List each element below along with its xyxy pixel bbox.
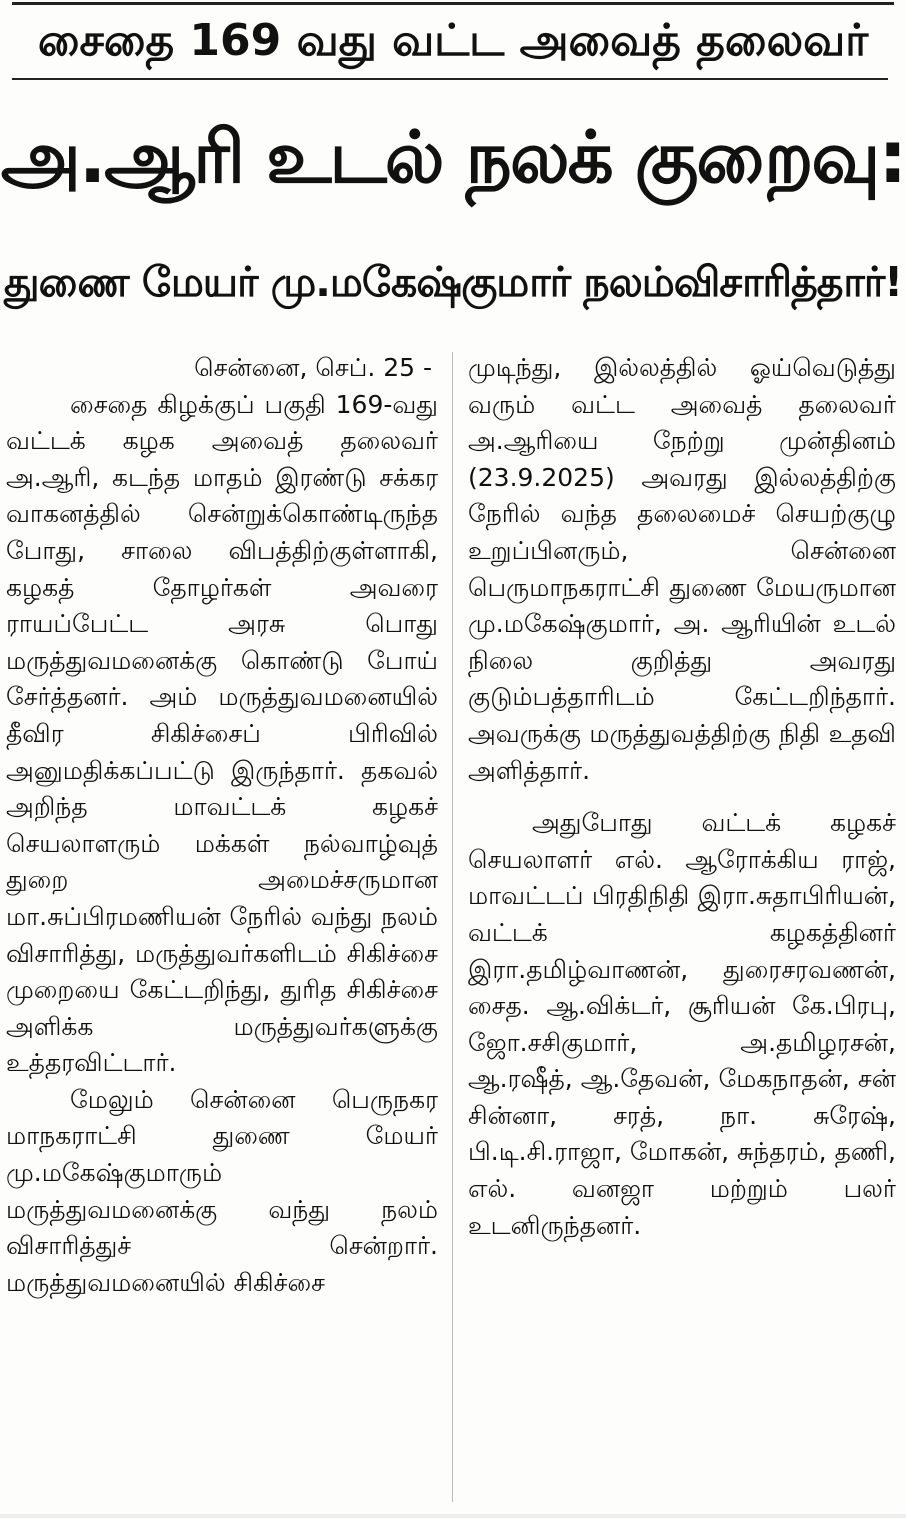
kicker-headline: சைதை 169 வது வட்ட அவைத் தலைவர் — [37, 15, 869, 66]
article-paragraph-3: முடிந்து, இல்லத்தில் ஓய்வெடுத்து வரும் வட்ட அவைத் தலைவர் அ.ஆரியை நேற்று முன்தினம் (23.9.2025) அவரது இல்லத்திற்கு நேரில் வந்த தலைமைச் செயற்குழு உறுப்பினரும், சென்னை பெருமாநகராட்சி துணை மேயருமான மு.மகேஷ்குமார், அ. ஆரியின் உடல் நிலை குறித்து அவரது குடும்பத்தாரிடம் கேட்டறிந்தார். அவருக்கு மருத்துவத்திற்கு நிதி உதவி அளித்தார். — [468, 353, 896, 785]
column-divider — [452, 352, 453, 1502]
article-paragraph-1: சைதை கிழக்குப் பகுதி 169-வது வட்டக் கழக அவைத் தலைவர் அ.ஆரி, கடந்த மாதம் இரண்டு சக்கர வாகனத்தில் சென்றுக்கொண்டிருந்த போது, சாலை விபத்திற்குள்ளாகி, கழகத் தோழர்கள் அவரை ராயப்பேட்ட அரசு பொது மருத்துவமனைக்கு கொண்டு போய் சேர்த்தனர். அம் மருத்துவமனையில் தீவிர சிகிச்சைப் பிரிவில் அனுமதிக்கப்பட்டு இருந்தார். தகவல் அறிந்த மாவட்டக் கழகச் செயலாளரும் மக்கள் நல்வாழ்வுத் துறை அமைச்சருமான மா.சுப்பிரமணியன் நேரில் வந்து நலம் விசாரித்து, மருத்துவர்களிடம் சிகிச்சை முறையை கேட்டறிந்து, துரித சிகிச்சை அளிக்க மருத்துவர்களுக்கு உத்தரவிட்டார். — [6, 389, 438, 1078]
article-column-left — [6, 350, 438, 1510]
top-rule — [12, 2, 894, 5]
sub-headline: துணை மேயர் மு.மகேஷ்குமார் நலம்விசாரித்தார்! — [4, 258, 902, 306]
main-headline: அ.ஆரி உடல் நலக் குறைவு: — [0, 115, 906, 199]
article-paragraph-2: மேலும் சென்னை பெருநகர மாநகராட்சி துணை மேயர் மு.மகேஷ்குமாரும் மருத்துவமனைக்கு வந்து நலம் விசாரித்துச் சென்றார். மருத்துவமனையில் சிகிச்சை — [6, 1084, 438, 1297]
article-paragraph-4: அதுபோது வட்டக் கழகச் செயலாளர் எல். ஆரோக்கிய ராஜ், மாவட்டப் பிரதிநிதி இரா.சுதாபிரியன், வட்டக் கழகத்தினர் இரா.தமிழ்வாணன், துரைசரவணன், சைத. ஆ.விக்டர், சூரியன் கே.பிரபு, ஜோ.சசிகுமார், அ.தமிழரசன், ஆ.ரஷீத், ஆ.தேவன், மேகநாதன், சன் சின்னா, சரத், நா. சுரேஷ், பி.டி.சி.ராஜா, மோகன், சுந்தரம், தணி, எல். வனஜா மற்றும் பலர் உடனிருந்தனர். — [468, 808, 896, 1240]
article-column-right — [468, 350, 896, 1510]
kicker-divider — [12, 78, 888, 80]
dateline: சென்னை, செப். 25 - — [194, 353, 432, 382]
bottom-edge — [0, 1514, 906, 1518]
